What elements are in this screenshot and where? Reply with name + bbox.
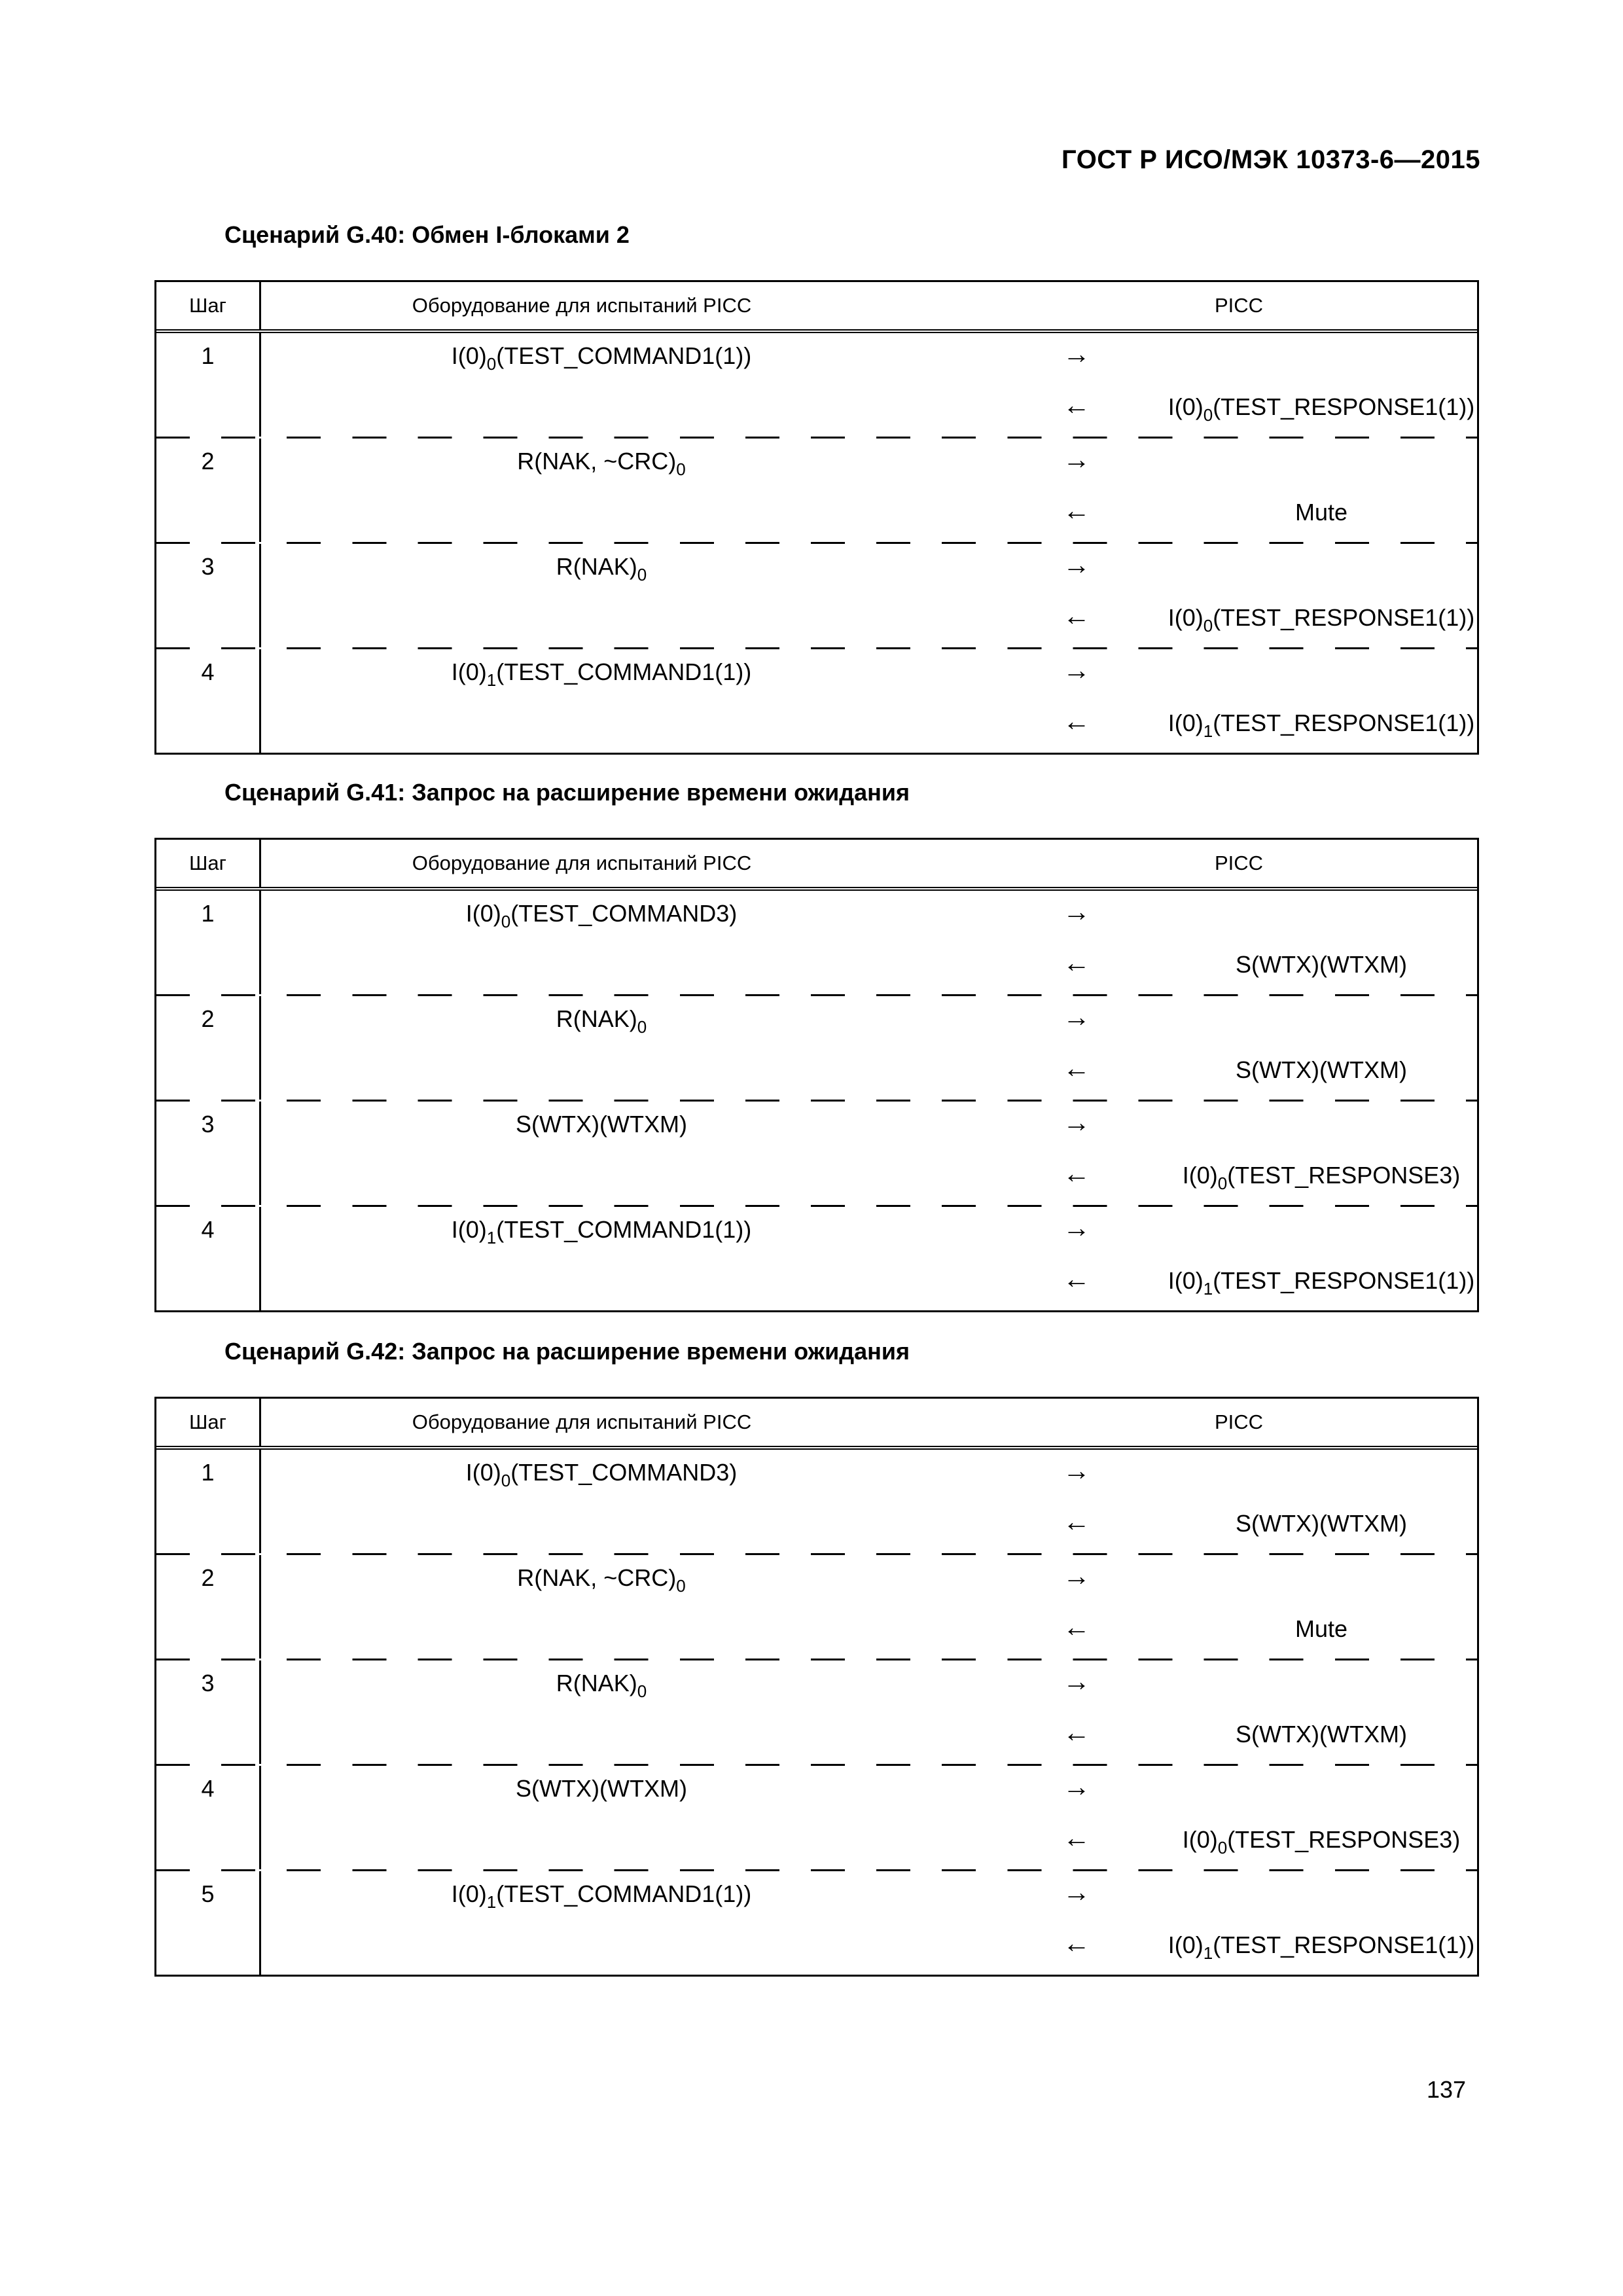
picc-response-text: I(0) [1182,1162,1218,1189]
table-row [156,1764,1477,1869]
pcd-command-subscript: 0 [637,1681,647,1701]
picc-response [1125,604,1478,636]
picc-response-subscript: 0 [1203,405,1213,425]
pcd-command [261,1880,942,1912]
pcd-command-text: S(WTX)(WTXM) [516,1775,687,1802]
pcd-command-text: I(0) [465,900,501,927]
table-row [156,1205,1477,1310]
arrow-right-icon: → [1063,1212,1090,1243]
pcd-command-text: S(WTX)(WTXM) [516,1111,687,1138]
arrow-left-icon: ← [1063,600,1090,631]
picc-response-text: I(0) [1168,604,1204,631]
step-number: 3 [156,544,261,647]
step-number: 4 [156,1766,261,1869]
pcd-command [261,1670,942,1701]
picc-response-subscript: 1 [1203,721,1213,741]
picc-response-suffix: (TEST_RESPONSE1(1)) [1213,604,1475,631]
table-row [156,437,1477,542]
step-number: 2 [156,996,261,1100]
pcd-command-subscript: 1 [486,1892,497,1912]
arrow-left-icon: ← [1063,1158,1090,1189]
table-row [156,1100,1477,1205]
pcd-command [261,1005,942,1037]
picc-response-text: I(0) [1168,1931,1204,1958]
arrow-left-icon: ← [1063,1717,1090,1748]
step-number: 2 [156,439,261,542]
table-row [156,1450,1477,1553]
pcd-command-text: I(0) [451,1880,487,1907]
pcd-command-subscript: 0 [637,565,647,584]
picc-response-text: Mute [1294,1615,1348,1642]
table-row [156,994,1477,1100]
table-row [156,1659,1477,1764]
pcd-command-text: I(0) [451,342,487,369]
picc-response-suffix: (TEST_RESPONSE1(1)) [1213,1931,1475,1958]
step-number: 1 [156,891,261,994]
picc-response [1125,1615,1478,1643]
arrow-right-icon: → [1063,549,1090,580]
arrow-right-icon: → [1063,896,1090,927]
arrow-right-icon: → [1063,655,1090,685]
pcd-command [261,553,942,584]
picc-response-subscript: 0 [1217,1838,1228,1857]
arrow-right-icon: → [1063,1560,1090,1591]
pcd-command [261,342,942,374]
step-number: 3 [156,1660,261,1764]
picc-response-text: I(0) [1168,393,1204,420]
picc-response [1125,499,1478,526]
pcd-command-suffix: (TEST_COMMAND1(1)) [496,342,752,369]
pcd-command-text: I(0) [465,1459,501,1486]
pcd-command [261,1216,942,1247]
step-number: 3 [156,1102,261,1205]
pcd-command-suffix: (TEST_COMMAND3) [510,1459,738,1486]
picc-response [1125,1931,1478,1963]
scenario-table [154,1397,1479,1977]
arrow-left-icon: ← [1063,706,1090,736]
picc-response-suffix: (TEST_RESPONSE3) [1227,1826,1461,1853]
pcd-command-text: R(NAK) [556,553,637,580]
pcd-command-subscript: 1 [486,670,497,690]
table-header-step: Шаг [156,1399,261,1446]
step-number: 1 [156,1450,261,1553]
table-header-pcd: Оборудование для испытаний PICC [412,1410,752,1433]
pcd-command-text: R(NAK) [556,1670,637,1696]
picc-response-text: I(0) [1182,1826,1218,1853]
arrow-left-icon: ← [1063,1611,1090,1642]
table-header-pcd: Оборудование для испытаний PICC [412,852,752,874]
pcd-command-text: R(NAK, ~CRC) [517,1564,677,1591]
pcd-command [261,1775,942,1803]
pcd-command-text: I(0) [451,1216,487,1243]
picc-response-text: S(WTX)(WTXM) [1236,1721,1407,1748]
picc-response-text: I(0) [1168,1267,1204,1294]
picc-response-subscript: 1 [1203,1279,1213,1299]
pcd-command [261,1564,942,1596]
arrow-right-icon: → [1063,1107,1090,1138]
pcd-command-subscript: 1 [486,1228,497,1247]
picc-response-suffix: (TEST_RESPONSE1(1)) [1213,1267,1475,1294]
arrow-left-icon: ← [1063,495,1090,526]
picc-response-text: S(WTX)(WTXM) [1236,1510,1407,1537]
table-header-row [156,1399,1477,1450]
picc-response-text: I(0) [1168,709,1204,736]
pcd-command-subscript: 0 [676,459,686,479]
pcd-command [261,900,942,931]
arrow-right-icon: → [1063,1455,1090,1486]
table-row [156,333,1477,437]
picc-response [1125,1826,1478,1857]
picc-response-subscript: 0 [1203,616,1213,636]
table-header-step: Шаг [156,282,261,329]
arrow-right-icon: → [1063,338,1090,369]
pcd-command-subscript: 0 [637,1017,647,1037]
pcd-command-text: R(NAK, ~CRC) [517,448,677,475]
pcd-command-suffix: (TEST_COMMAND1(1)) [496,1880,752,1907]
pcd-command [261,1459,942,1490]
step-number: 4 [156,649,261,753]
table-header-picc: PICC [1214,1410,1264,1433]
table-header-picc: PICC [1214,294,1264,317]
page-number: 137 [1427,2076,1467,2103]
arrow-right-icon: → [1063,1001,1090,1032]
arrow-left-icon: ← [1063,389,1090,420]
step-number: 5 [156,1871,261,1975]
picc-response-suffix: (TEST_RESPONSE1(1)) [1213,709,1475,736]
step-number: 2 [156,1555,261,1659]
pcd-command-subscript: 0 [501,1471,511,1490]
picc-response-subscript: 0 [1217,1174,1228,1193]
pcd-command-suffix: (TEST_COMMAND1(1)) [496,1216,752,1243]
pcd-command-subscript: 0 [676,1576,686,1596]
picc-response [1125,1510,1478,1537]
arrow-right-icon: → [1063,1876,1090,1907]
table-row [156,1553,1477,1659]
scenario-table [154,838,1479,1312]
arrow-right-icon: → [1063,1666,1090,1696]
table-header-step: Шаг [156,840,261,887]
scenario-title: Сценарий G.40: Обмен I-блоками 2 [224,221,630,248]
step-number: 4 [156,1207,261,1310]
pcd-command-text: R(NAK) [556,1005,637,1032]
picc-response [1125,1162,1478,1193]
table-row [156,647,1477,753]
step-number: 1 [156,333,261,437]
arrow-right-icon: → [1063,1771,1090,1802]
picc-response [1125,1056,1478,1084]
table-row [156,542,1477,647]
scenario-title: Сценарий G.41: Запрос на расширение времени ожидания [224,779,910,806]
picc-response [1125,1267,1478,1299]
pcd-command-subscript: 0 [501,912,511,931]
arrow-right-icon: → [1063,444,1090,475]
picc-response-suffix: (TEST_RESPONSE3) [1227,1162,1461,1189]
picc-response-subscript: 1 [1203,1943,1213,1963]
scenario-title: Сценарий G.42: Запрос на расширение времени ожидания [224,1338,910,1365]
pcd-command [261,1111,942,1138]
arrow-left-icon: ← [1063,1506,1090,1537]
table-header-row [156,840,1477,891]
picc-response-text: Mute [1294,499,1348,526]
pcd-command-subscript: 0 [486,354,497,374]
arrow-left-icon: ← [1063,1263,1090,1294]
picc-response-text: S(WTX)(WTXM) [1236,951,1407,978]
pcd-command-text: I(0) [451,658,487,685]
picc-response [1125,709,1478,741]
arrow-left-icon: ← [1063,1928,1090,1958]
table-row [156,1869,1477,1975]
picc-response [1125,393,1478,425]
picc-response-text: S(WTX)(WTXM) [1236,1056,1407,1083]
pcd-command-suffix: (TEST_COMMAND3) [510,900,738,927]
table-header-row [156,282,1477,333]
arrow-left-icon: ← [1063,947,1090,978]
arrow-left-icon: ← [1063,1052,1090,1083]
scenario-table [154,280,1479,755]
table-header-picc: PICC [1214,852,1264,874]
table-header-pcd: Оборудование для испытаний PICC [412,294,752,317]
arrow-left-icon: ← [1063,1822,1090,1853]
pcd-command [261,658,942,690]
picc-response [1125,951,1478,978]
picc-response-suffix: (TEST_RESPONSE1(1)) [1213,393,1475,420]
pcd-command [261,448,942,479]
table-row [156,891,1477,994]
pcd-command-suffix: (TEST_COMMAND1(1)) [496,658,752,685]
picc-response [1125,1721,1478,1748]
document-header: ГОСТ Р ИСО/МЭК 10373-6—2015 [1061,145,1480,174]
